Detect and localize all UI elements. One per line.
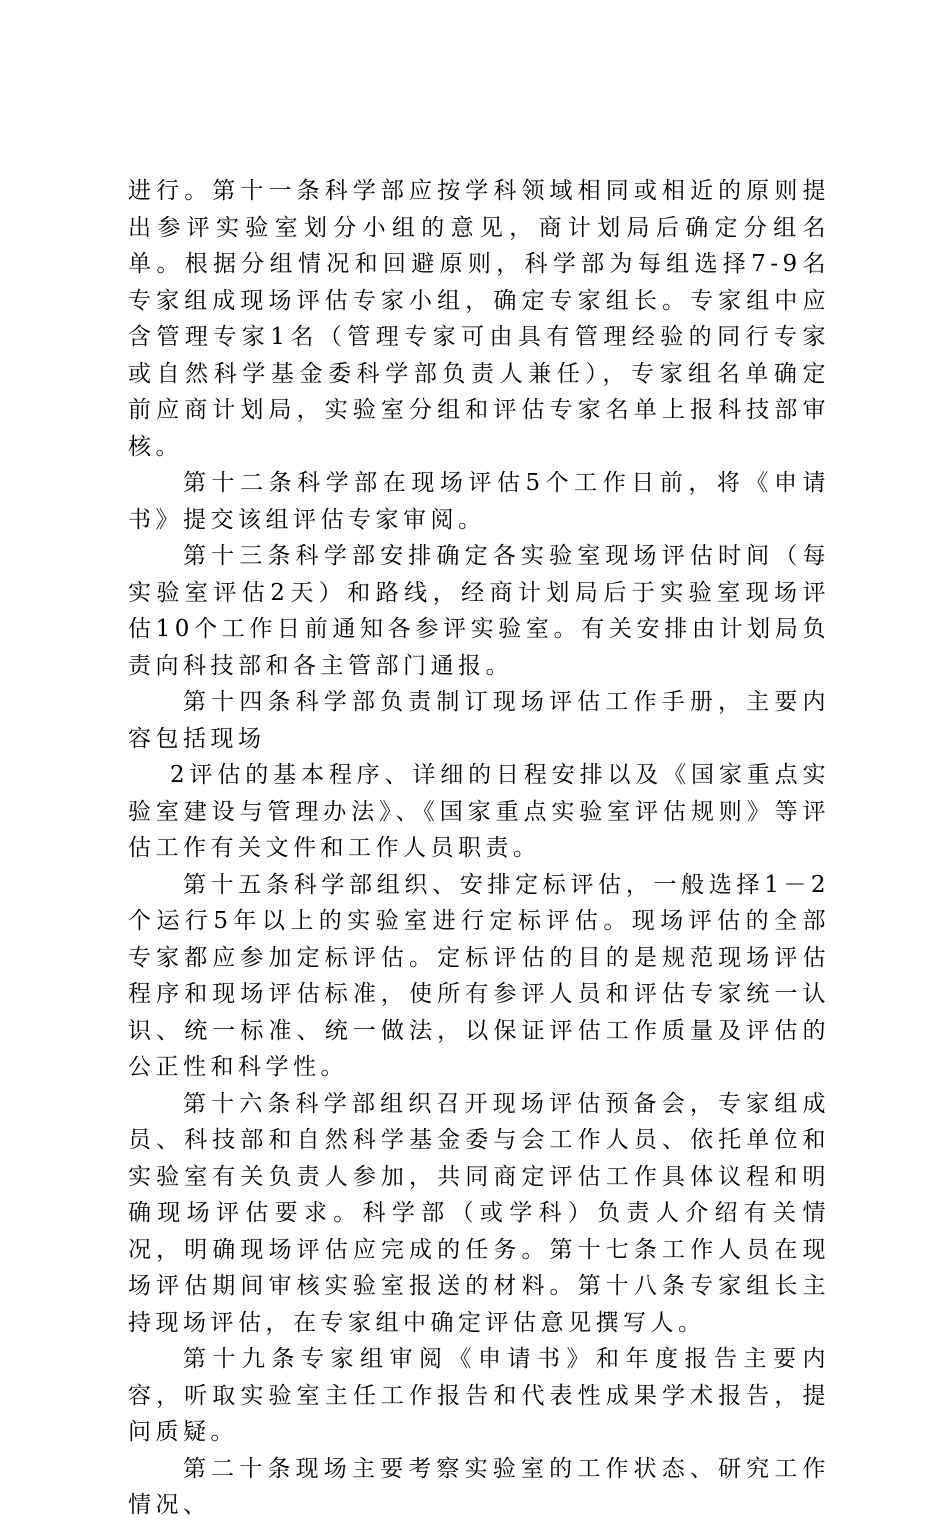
paragraph-4: 第十四条科学部负责制订现场评估工作手册，主要内容包括现场 xyxy=(128,689,830,752)
paragraph-2: 第十二条科学部在现场评估5个工作日前，将《申请书》提交该组评估专家审阅。 xyxy=(128,470,830,533)
paragraph-5: 2评估的基本程序、详细的日程安排以及《国家重点实验室建设与管理办法》、《国家重点实验室评估规则》等评估工作有关文件和工作人员职责。 xyxy=(128,762,830,861)
paragraph-8: 第十九条专家组审阅《申请书》和年度报告主要内容，听取实验室主任工作报告和代表性成果学术报告，提问质疑。 xyxy=(128,1346,830,1445)
paragraph-6: 第十五条科学部组织、安排定标评估，一般选择1－2个运行5年以上的实验室进行定标评估。现场评估的全部专家都应参加定标评估。定标评估的目的是规范现场评估程序和现场评估标准，使所有参评人员和评估专家统一认识、统一标准、统一做法，以保证评估工作质量及评估的公正性和科学性。 xyxy=(128,871,830,1080)
paragraph-3: 第十三条科学部安排确定各实验室现场评估时间（每实验室评估2天）和路线，经商计划局后于实验室现场评估10个工作日前通知各参评实验室。有关安排由计划局负责向科技部和各主管部门通报。 xyxy=(128,543,830,679)
document-body xyxy=(128,173,830,1524)
paragraph-7: 第十六条科学部组织召开现场评估预备会，专家组成员、科技部和自然科学基金委与会工作人员、依托单位和实验室有关负责人参加，共同商定评估工作具体议程和明确现场评估要求。科学部（或学科）负责人介绍有关情况，明确现场评估应完成的任务。第十七条工作人员在现场评估期间审核实验室报送的材料。第十八条专家组长主持现场评估，在专家组中确定评估意见撰写人。 xyxy=(128,1090,830,1336)
paragraph-1: 进行。第十一条科学部应按学科领域相同或相近的原则提出参评实验室划分小组的意见，商计划局后确定分组名单。根据分组情况和回避原则，科学部为每组选择7-9名专家组成现场评估专家小组，确定专家组长。专家组中应含管理专家1名（管理专家可由具有管理经验的同行专家或自然科学基金委科学部负责人兼任），专家组名单确定前应商计划局，实验室分组和评估专家名单上报科技部审核。 xyxy=(128,178,830,460)
paragraph-9: 第二十条现场主要考察实验室的工作状态、研究工作情况、 xyxy=(128,1455,830,1518)
